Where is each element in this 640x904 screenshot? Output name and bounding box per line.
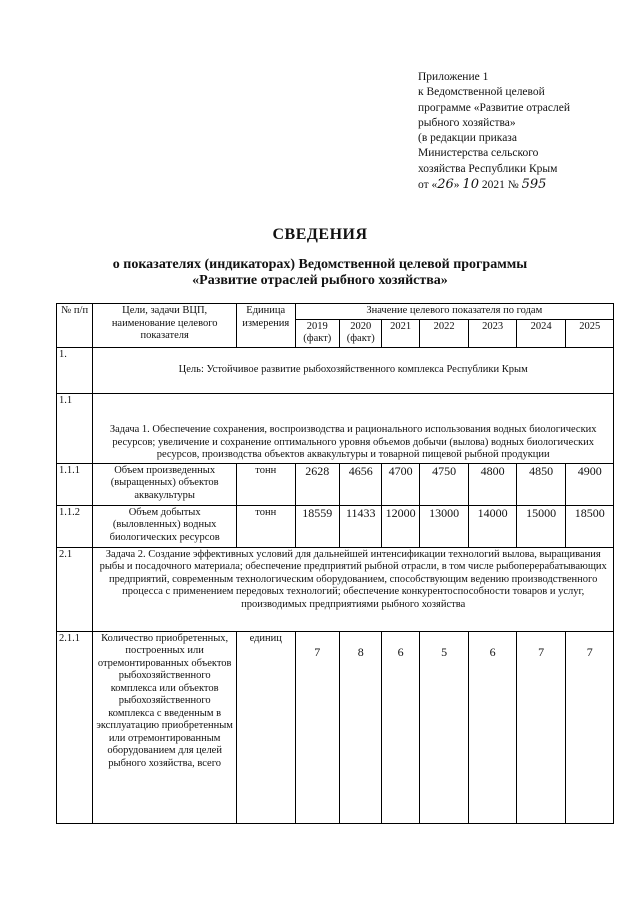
row-211-value: 7 <box>295 631 339 823</box>
row-111-value: 2628 <box>295 463 339 505</box>
annex-line: Приложение 1 <box>418 71 489 83</box>
date-day: 26 <box>437 177 454 193</box>
annex-line: к Ведомственной целевой <box>418 86 545 99</box>
annex-line: (в редакции приказа <box>418 132 517 145</box>
indicators-table <box>56 303 614 824</box>
header-year <box>382 319 419 347</box>
row-211-num: 2.1.1 <box>57 631 93 823</box>
row-112-value: 18559 <box>295 505 339 547</box>
year-note: (факт) <box>303 333 332 344</box>
task1-text: Задача 1. Обеспечение сохранения, воспроизводства и рационального использования водных биологических ресурсов; увеличение и сохранение оптимального уровня объемов добычи (вылова) водных биологических ресурсов, производства объектов аквакультуры и товарной пищевой рыбной продукции <box>93 393 614 463</box>
year-label: 2022 <box>433 320 455 332</box>
row-211-unit: единиц <box>236 631 295 823</box>
task2-num: 2.1 <box>57 547 93 631</box>
page-subtitle <box>0 257 640 289</box>
subtitle-line-1: о показателях (индикаторах) Ведомственной целевой программы <box>112 257 528 272</box>
date-mid: » <box>453 179 463 192</box>
row-111-num: 1.1.1 <box>57 463 93 505</box>
header-num: № п/п <box>57 304 93 348</box>
header-year <box>340 319 382 347</box>
date-year: 2021 № <box>478 179 522 192</box>
annex-date-line <box>418 177 628 193</box>
row-112-value: 13000 <box>419 505 469 547</box>
annex-block <box>418 70 628 193</box>
row-111-name: Объем произведенных (выращенных) объектов аквакультуры <box>93 463 237 505</box>
row-111-value: 4750 <box>419 463 469 505</box>
row-211-value: 6 <box>469 631 517 823</box>
order-number: 595 <box>521 177 547 193</box>
year-label: 2023 <box>482 320 504 332</box>
header-year <box>516 319 566 347</box>
page-title: СВЕДЕНИЯ <box>272 226 368 243</box>
row-211-value: 8 <box>340 631 382 823</box>
task2-text: Задача 2. Создание эффективных условий для дальнейшей интенсификации технологий вылова, выращивания рыбы и посадочного материала; обеспечение предприятий рыбной отрасли, в том числе рыбоперерабатывающих предприятий, современным технологическим оборудованием, способствующим ведению производственного процесса с применением передовых технологий; обеспечение конкурентоспособности товаров и услуг, производимых предприятиями рыбного хозяйства <box>93 547 614 631</box>
row-211-name: Количество приобретенных, построенных или отремонтированных объектов рыбохозяйственного комплекса или объектов рыбохозяйственного комплекса с введенным в эксплуатацию приобретенным или отремонтированным оборудованием для целей рыбного хозяйства, всего <box>93 631 237 823</box>
header-year <box>295 319 339 347</box>
row-112-value: 15000 <box>516 505 566 547</box>
year-label: 2021 <box>390 320 412 332</box>
subtitle-line-2: «Развитие отраслей рыбного хозяйства» <box>192 273 448 288</box>
row-112-value: 11433 <box>340 505 382 547</box>
date-month: 10 <box>462 177 479 193</box>
year-label: 2020 <box>350 320 372 332</box>
annex-line: Министерства сельского <box>418 147 539 160</box>
row-111-value: 4900 <box>566 463 614 505</box>
row-211-value: 7 <box>516 631 566 823</box>
year-label: 2019 <box>306 320 328 332</box>
row-211-value: 7 <box>566 631 614 823</box>
annex-line: хозяйства Республики Крым <box>418 162 558 175</box>
row-112-unit: тонн <box>236 505 295 547</box>
header-unit: Единица измерения <box>236 304 295 348</box>
annex-line: рыбного хозяйства» <box>418 116 516 129</box>
row-211-value: 5 <box>419 631 469 823</box>
row-111-value: 4656 <box>340 463 382 505</box>
header-goal: Цели, задачи ВЦП, наименование целевого показателя <box>93 304 237 348</box>
row-111-unit: тонн <box>236 463 295 505</box>
date-prefix: от « <box>418 179 438 192</box>
goal-text: Цель: Устойчивое развитие рыбохозяйственного комплекса Республики Крым <box>93 347 614 393</box>
row-112-value: 18500 <box>566 505 614 547</box>
row-112-num: 1.1.2 <box>57 505 93 547</box>
row-112-name: Объем добытых (выловленных) водных биологических ресурсов <box>93 505 237 547</box>
row-111-value: 4700 <box>382 463 419 505</box>
header-year <box>469 319 517 347</box>
year-label: 2024 <box>530 320 552 332</box>
row-211-value: 6 <box>382 631 419 823</box>
year-note: (факт) <box>346 333 375 344</box>
year-label: 2025 <box>579 320 601 332</box>
goal-num: 1. <box>57 347 93 393</box>
row-111-value: 4850 <box>516 463 566 505</box>
task1-num: 1.1 <box>57 393 93 463</box>
row-112-value: 14000 <box>469 505 517 547</box>
header-values: Значение целевого показателя по годам <box>295 304 613 320</box>
header-year <box>566 319 614 347</box>
row-111-value: 4800 <box>469 463 517 505</box>
annex-line: программе «Развитие отраслей <box>418 101 571 114</box>
header-year <box>419 319 469 347</box>
row-112-value: 12000 <box>382 505 419 547</box>
